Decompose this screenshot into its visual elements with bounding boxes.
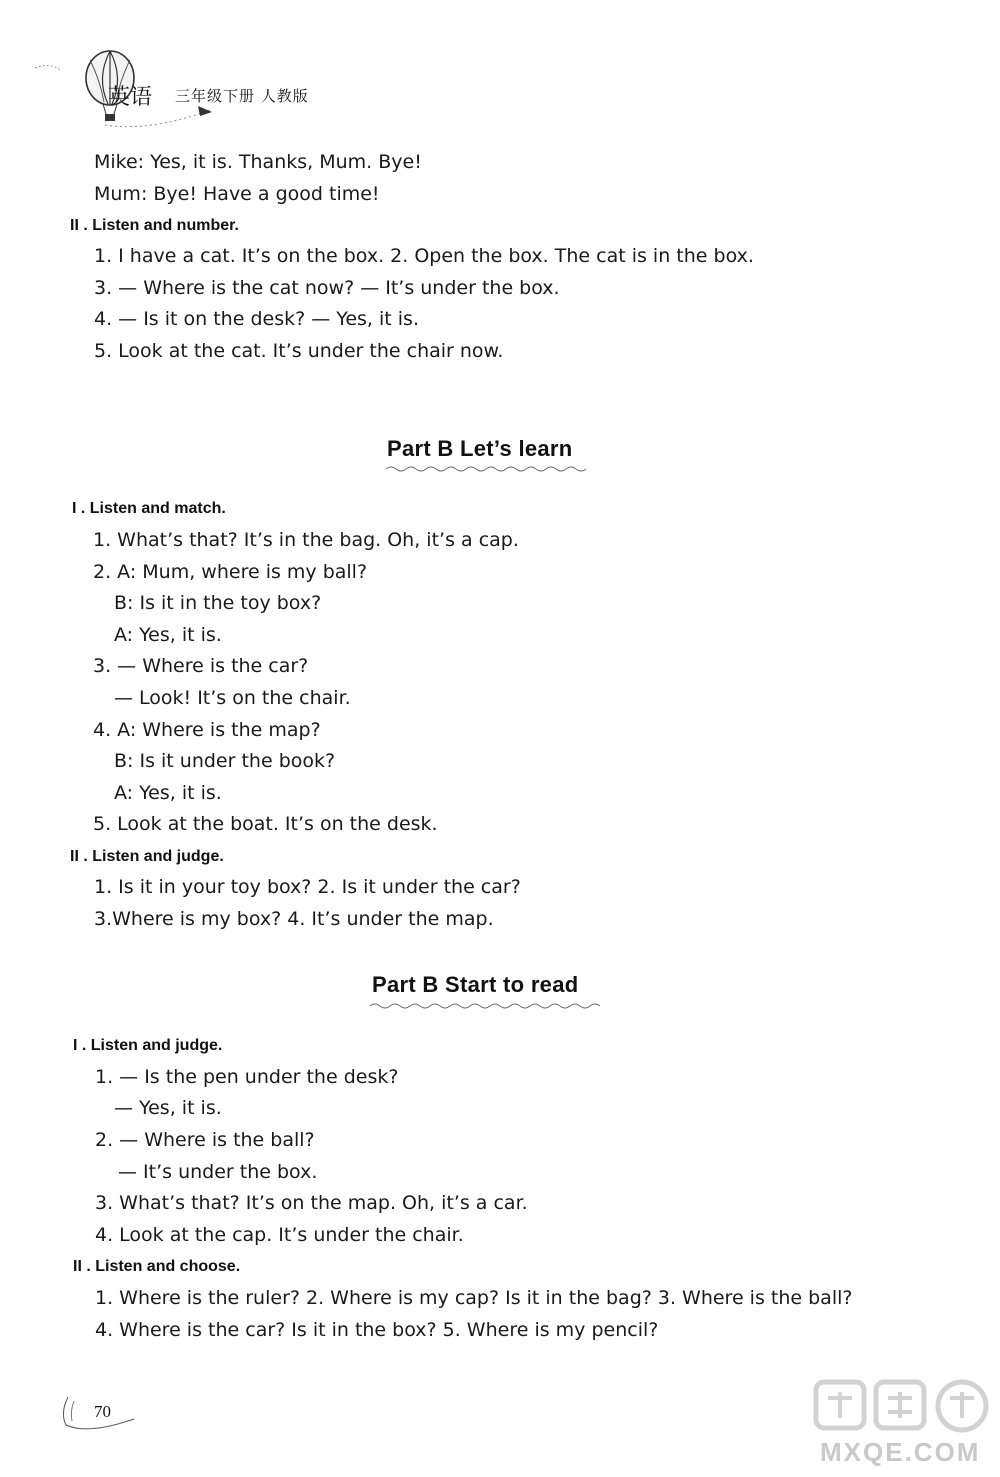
list-item: 1. — Is the pen under the desk? <box>95 1066 399 1088</box>
list-item: 4. Look at the cap. It’s under the chair. <box>95 1224 464 1246</box>
section-heading: II . Listen and number. <box>70 217 239 234</box>
list-item: 2. A: Mum, where is my ball? <box>93 561 368 583</box>
dialogue-line: Mike: Yes, it is. Thanks, Mum. Bye! <box>94 151 422 173</box>
part-title: Part B Let’s learn <box>387 436 573 461</box>
title-underline <box>386 465 591 473</box>
list-item: A: Yes, it is. <box>114 782 222 804</box>
header-grade: 三年级下册 人教版 <box>175 87 309 105</box>
list-item: 1. Is it in your toy box? 2. Is it under the car? <box>94 876 521 898</box>
list-item: — Look! It’s on the chair. <box>114 687 351 709</box>
section-heading: II . Listen and judge. <box>70 848 224 865</box>
list-item: 5. Look at the boat. It’s on the desk. <box>93 813 438 835</box>
list-item: 4. Where is the car? Is it in the box? 5. Where is my pencil? <box>95 1319 659 1341</box>
list-item: B: Is it under the book? <box>114 750 336 772</box>
list-item: — It’s under the box. <box>118 1161 318 1183</box>
list-item: 1. What’s that? It’s in the bag. Oh, it’s a cap. <box>93 529 519 551</box>
list-item: 5. Look at the cat. It’s under the chair now. <box>94 340 504 362</box>
section-heading: II . Listen and choose. <box>73 1258 241 1275</box>
list-item: 3. What’s that? It’s on the map. Oh, it’s a car. <box>95 1192 528 1214</box>
header-subject: 英语 <box>108 85 153 110</box>
section-heading: I . Listen and match. <box>72 500 226 517</box>
list-item: — Yes, it is. <box>114 1097 222 1119</box>
list-item: A: Yes, it is. <box>114 624 222 646</box>
section-heading: I . Listen and judge. <box>73 1037 223 1054</box>
page-number: 70 <box>94 1402 111 1421</box>
list-item: 4. A: Where is the map? <box>93 719 321 741</box>
list-item: B: Is it in the toy box? <box>114 592 322 614</box>
list-item: 1. I have a cat. It’s on the box. 2. Open the box. The cat is in the box. <box>94 245 754 267</box>
dialogue-line: Mum: Bye! Have a good time! <box>94 183 380 205</box>
list-item: 4. — Is it on the desk? — Yes, it is. <box>94 308 419 330</box>
list-item: 3. — Where is the cat now? — It’s under the box. <box>94 277 560 299</box>
part-title: Part B Start to read <box>372 972 579 997</box>
title-underline <box>370 1002 610 1010</box>
list-item: 3. — Where is the car? <box>93 655 309 677</box>
watermark-text: MXQE.COM <box>820 1437 981 1467</box>
list-item: 2. — Where is the ball? <box>95 1129 315 1151</box>
list-item: 3.Where is my box? 4. It’s under the map. <box>94 908 494 930</box>
list-item: 1. Where is the ruler? 2. Where is my cap? Is it in the bag? 3. Where is the ball? <box>95 1287 853 1309</box>
